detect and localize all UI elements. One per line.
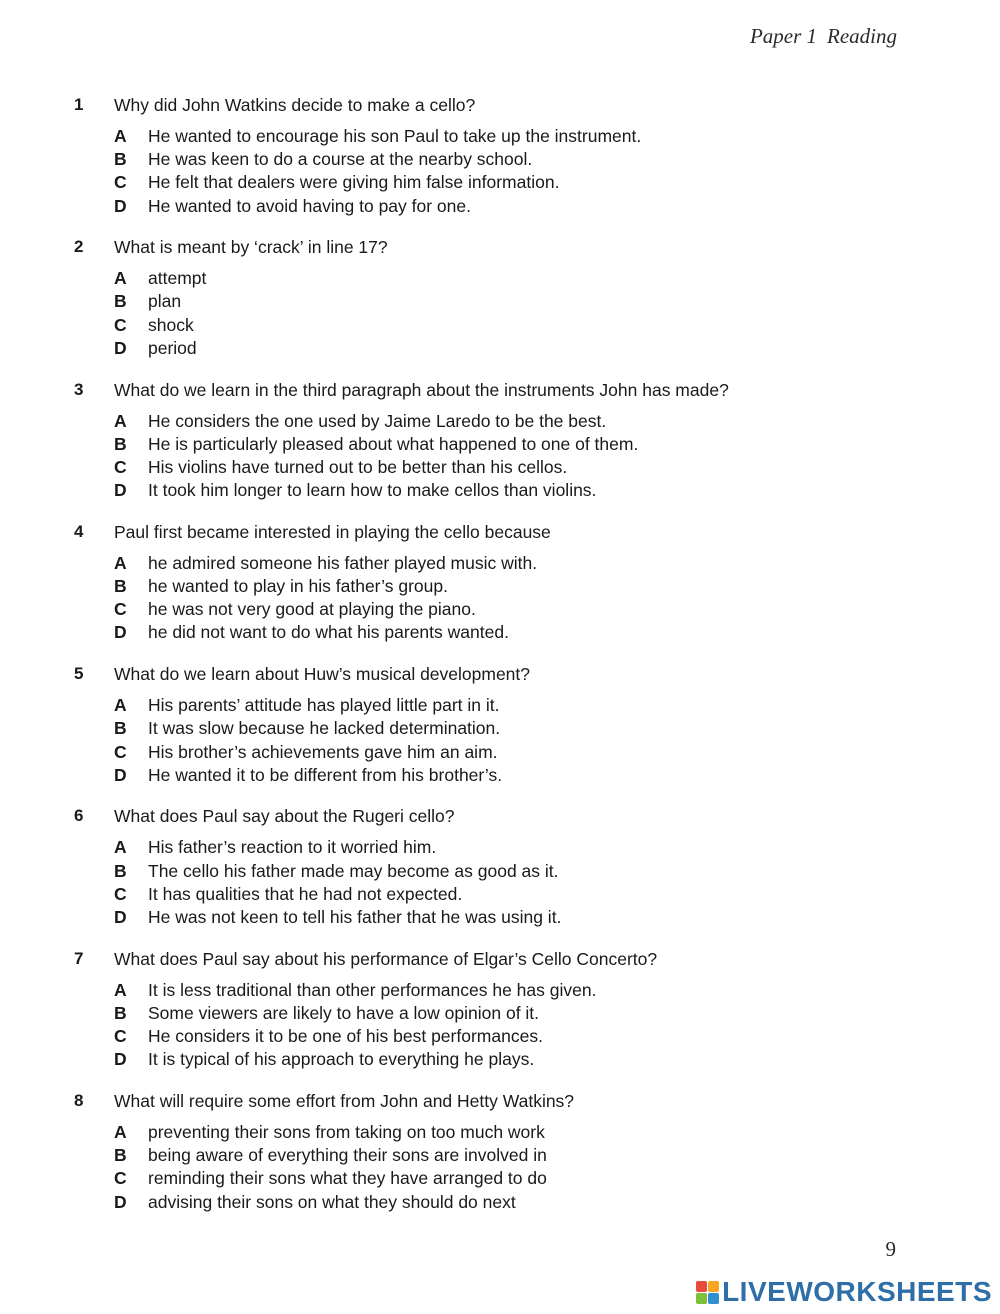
option-text: He was keen to do a course at the nearby school. xyxy=(148,149,533,170)
answer-options xyxy=(114,410,638,503)
question-item xyxy=(0,1088,1000,1230)
option-text: He considers the one used by Jaime Laredo to be the best. xyxy=(148,410,607,431)
option-letter: D xyxy=(114,480,127,501)
option-letter: A xyxy=(114,837,127,858)
question-text: Why did John Watkins decide to make a cello? xyxy=(114,95,476,115)
question-text: Paul first became interested in playing the cello because xyxy=(114,521,551,542)
answer-option[interactable] xyxy=(114,410,638,433)
option-text: He was not keen to tell his father that he was using it. xyxy=(148,907,562,928)
answer-options xyxy=(114,267,206,360)
option-text: Some viewers are likely to have a low opinion of it. xyxy=(148,1002,540,1023)
answer-option[interactable] xyxy=(114,1167,547,1190)
answer-option[interactable] xyxy=(114,836,561,859)
question-item xyxy=(0,946,1000,1088)
answer-option[interactable] xyxy=(114,717,502,740)
option-letter: D xyxy=(114,195,127,216)
option-text: It has qualities that he had not expected. xyxy=(148,883,463,904)
brand-text: LIVEWORKSHEETS xyxy=(722,1276,992,1307)
answer-option[interactable] xyxy=(114,1048,596,1071)
option-text: It was slow because he lacked determination. xyxy=(148,718,501,739)
answer-option[interactable] xyxy=(114,456,638,479)
option-text: period xyxy=(148,337,197,358)
answer-option[interactable] xyxy=(114,1144,547,1167)
answer-option[interactable] xyxy=(114,290,206,313)
question-item xyxy=(0,234,1000,376)
answer-options xyxy=(114,552,537,645)
question-text: What will require some effort from John and Hetty Watkins? xyxy=(114,1091,575,1112)
answer-option[interactable] xyxy=(114,479,638,502)
option-letter: B xyxy=(114,718,127,739)
option-letter: B xyxy=(114,1145,127,1166)
question-text: What does Paul say about the Rugeri cello? xyxy=(114,806,455,827)
answer-option[interactable] xyxy=(114,575,537,598)
liveworksheets-logo-icon xyxy=(696,1281,719,1304)
option-text: he did not want to do what his parents wanted. xyxy=(148,622,509,643)
option-text: His brother’s achievements gave him an aim. xyxy=(148,741,498,762)
question-number: 2 xyxy=(74,237,84,257)
option-text: reminding their sons what they have arranged to do xyxy=(148,1168,547,1189)
option-letter: C xyxy=(114,883,127,904)
answer-option[interactable] xyxy=(114,860,561,883)
question-number: 5 xyxy=(74,664,84,684)
answer-option[interactable] xyxy=(114,1121,547,1144)
answer-option[interactable] xyxy=(114,979,596,1002)
question-item xyxy=(0,92,1000,234)
answer-option[interactable] xyxy=(114,171,641,194)
answer-options xyxy=(114,836,561,929)
option-text: plan xyxy=(148,291,182,312)
question-text: What do we learn in the third paragraph about the instruments John has made? xyxy=(114,379,729,400)
option-text: He considers it to be one of his best performances. xyxy=(148,1026,543,1047)
question-number: 6 xyxy=(74,806,84,826)
question-item xyxy=(0,519,1000,661)
page-header xyxy=(750,24,897,49)
option-letter: B xyxy=(114,1002,127,1023)
option-text: he admired someone his father played music with. xyxy=(148,552,538,573)
option-text: It took him longer to learn how to make cellos than violins. xyxy=(148,480,597,501)
option-text: being aware of everything their sons are involved in xyxy=(148,1145,547,1166)
option-letter: C xyxy=(114,314,127,335)
option-letter: A xyxy=(114,410,127,431)
question-number: 3 xyxy=(74,379,84,399)
answer-option[interactable] xyxy=(114,694,502,717)
answer-option[interactable] xyxy=(114,1191,547,1214)
question-number: 8 xyxy=(74,1091,84,1111)
option-text: he was not very good at playing the piano. xyxy=(148,599,476,620)
answer-option[interactable] xyxy=(114,314,206,337)
question-list xyxy=(0,92,1000,1230)
option-letter: A xyxy=(114,552,127,573)
option-text: His parents’ attitude has played little part in it. xyxy=(148,695,500,716)
option-text: His father’s reaction to it worried him. xyxy=(148,837,437,858)
option-letter: D xyxy=(114,1191,127,1212)
option-letter: B xyxy=(114,149,127,170)
answer-options xyxy=(114,1121,547,1214)
answer-option[interactable] xyxy=(114,621,537,644)
answer-option[interactable] xyxy=(114,433,638,456)
option-letter: B xyxy=(114,860,127,881)
option-letter: C xyxy=(114,172,127,193)
paper-label: Paper 1 xyxy=(749,24,818,48)
question-text: What is meant by ‘crack’ in line 17? xyxy=(114,237,388,258)
option-text: attempt xyxy=(148,268,207,289)
option-letter: B xyxy=(114,576,127,597)
option-letter: A xyxy=(114,268,127,289)
page-number: 9 xyxy=(885,1237,896,1261)
option-letter: D xyxy=(114,337,127,358)
option-letter: C xyxy=(114,1026,127,1047)
option-text: He wanted to avoid having to pay for one. xyxy=(148,195,471,216)
option-letter: B xyxy=(114,433,127,454)
answer-option[interactable] xyxy=(114,906,561,929)
option-letter: A xyxy=(114,695,127,716)
question-item xyxy=(0,377,1000,519)
option-letter: C xyxy=(114,741,127,762)
answer-option[interactable] xyxy=(114,148,641,171)
option-letter: D xyxy=(114,764,127,785)
question-number: 4 xyxy=(74,521,84,541)
option-letter: C xyxy=(114,599,127,620)
answer-option[interactable] xyxy=(114,125,641,148)
answer-option[interactable] xyxy=(114,598,537,621)
option-letter: A xyxy=(114,1122,127,1143)
option-letter: A xyxy=(114,126,127,146)
option-letter: D xyxy=(114,622,127,643)
answer-option[interactable] xyxy=(114,337,206,360)
answer-options xyxy=(114,979,596,1072)
answer-option[interactable] xyxy=(114,883,561,906)
option-letter: D xyxy=(114,1049,127,1070)
section-label: Reading xyxy=(827,24,897,48)
option-text: preventing their sons from taking on too much work xyxy=(148,1122,545,1143)
question-number: 7 xyxy=(74,948,84,968)
answer-option[interactable] xyxy=(114,267,206,290)
option-text: He wanted to encourage his son Paul to take up the instrument. xyxy=(148,126,642,146)
option-text: He felt that dealers were giving him false information. xyxy=(148,172,560,193)
option-text: It is less traditional than other performances he has given. xyxy=(148,979,597,1000)
answer-option[interactable] xyxy=(114,552,537,575)
answer-options xyxy=(114,694,502,787)
question-item xyxy=(0,661,1000,803)
answer-option[interactable] xyxy=(114,1002,596,1025)
question-item xyxy=(0,803,1000,945)
brand-logo[interactable] xyxy=(696,1276,992,1308)
option-text: It is typical of his approach to everything he plays. xyxy=(148,1049,535,1070)
question-text: What do we learn about Huw’s musical development? xyxy=(114,664,531,685)
option-letter: C xyxy=(114,456,127,477)
option-letter: A xyxy=(114,979,127,1000)
option-text: he wanted to play in his father’s group. xyxy=(148,576,448,597)
question-number: 1 xyxy=(74,95,84,114)
option-text: The cello his father made may become as good as it. xyxy=(148,860,559,881)
answer-option[interactable] xyxy=(114,764,502,787)
option-letter: D xyxy=(114,907,127,928)
answer-option[interactable] xyxy=(114,195,641,218)
option-text: He wanted it to be different from his brother’s. xyxy=(148,764,503,785)
answer-option[interactable] xyxy=(114,1025,596,1048)
option-letter: C xyxy=(114,1168,127,1189)
answer-option[interactable] xyxy=(114,741,502,764)
option-text: He is particularly pleased about what happened to one of them. xyxy=(148,433,639,454)
answer-options xyxy=(114,125,641,218)
option-text: shock xyxy=(148,314,194,335)
option-letter: B xyxy=(114,291,127,312)
question-text: What does Paul say about his performance of Elgar’s Cello Concerto? xyxy=(114,948,658,969)
option-text: advising their sons on what they should do next xyxy=(148,1191,516,1212)
option-text: His violins have turned out to be better than his cellos. xyxy=(148,456,568,477)
